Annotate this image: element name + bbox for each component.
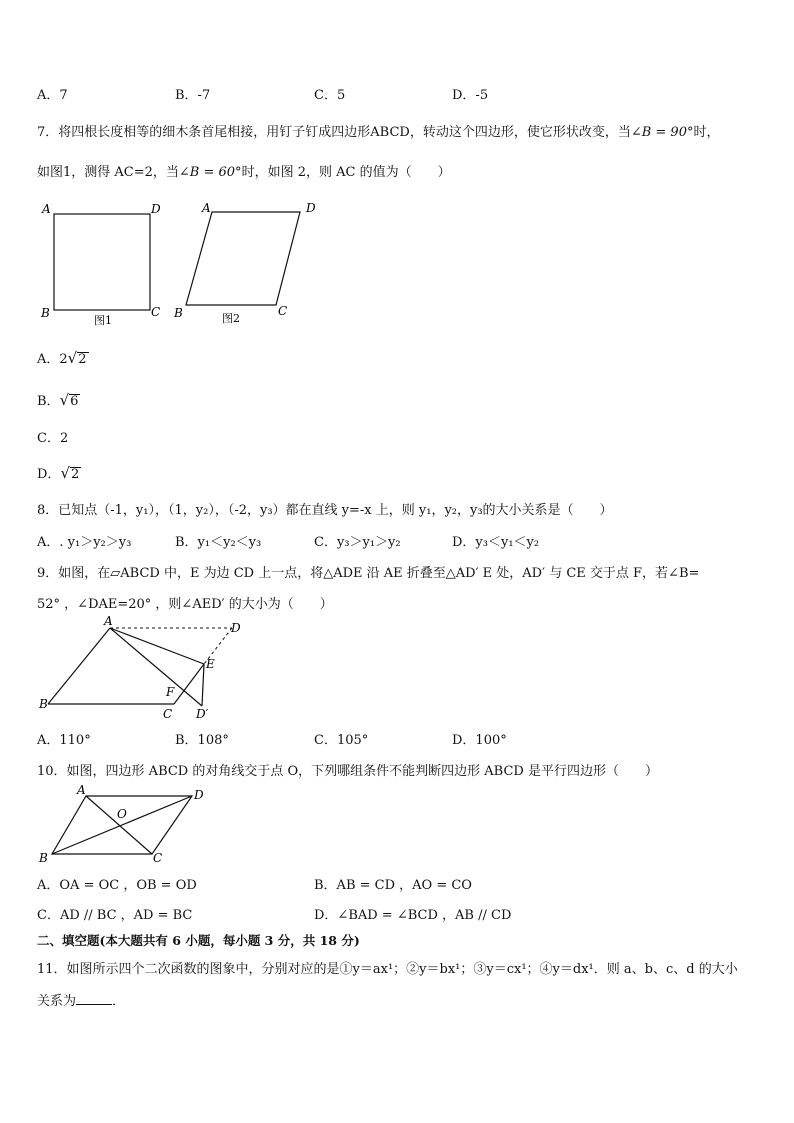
q7-opt-d-radicand: 2 [71,467,80,482]
q8-option-a: A．. y₁＞y₂＞y₃ [37,535,132,550]
q7-line1-angle: ∠B = 90° [630,125,694,140]
q7-option-c: C．2 [37,431,69,446]
q7-option-d [37,463,81,482]
fig1-label-c: C [151,305,161,319]
q7-option-a [37,348,89,367]
q8-option-c: C．y₃＞y₁＞y₂ [314,535,401,550]
q10-figure [36,782,216,866]
q9-label-d-prime: D′ [196,707,209,721]
q7-opt-d-label: D． [37,467,61,482]
radical-icon: √ [67,349,78,367]
q9-option-a: A．110° [37,733,91,748]
q9-option-c: C．105° [314,733,369,748]
q9-label-d: D [231,621,241,635]
q9-stem-line1: 9．如图，在▱ABCD 中，E 为边 CD 上一点，将△ADE 沿 AE 折叠至△AD′ E 处，AD′ 与 CE 交于点 F，若∠B= [37,566,700,581]
q10-label-a: A [77,783,86,797]
q7-line2-post: 时，如图 2，则 AC 的值为（ ） [241,165,451,180]
fig2-rhombus [186,212,300,305]
q6-option-d: D．-5 [452,88,489,103]
fig2-caption: 图2 [222,312,240,325]
q10-label-b: B [39,851,48,865]
q10-option-b: B．AB = CD ，AO = CO [314,878,472,893]
q10-label-o: O [117,807,127,821]
q7-line2-pre: 如图1，测得 AC=2，当 [37,165,179,180]
q9-figure [36,614,266,724]
q7-opt-b-label: B． [37,394,60,409]
q9-label-f: F [166,685,175,699]
radical-icon: √ [60,464,70,482]
q7-line2-angle: ∠B = 60° [178,165,242,180]
q9-label-e: E [206,657,215,671]
q7-figures [36,198,336,333]
q7-line1-pre: 7．将四根长度相等的细木条首尾相接，用钉子钉成四边形ABCD，转动这个四边形，使它形状改变，当 [37,125,631,140]
q7-option-b [37,390,80,409]
q10-option-c: C．AD // BC ，AD = BC [37,908,193,923]
q10-label-d: D [194,788,204,802]
q9-option-d: D．100° [452,733,507,748]
q11-stem-line2 [37,990,125,1009]
fig1-label-d: D [151,202,161,216]
fig2-label-b: B [174,306,183,320]
q9-option-b: B．108° [175,733,229,748]
q9-label-c: C [163,707,173,721]
fig2-label-a: A [202,201,211,215]
q7-stem-line1 [37,121,720,140]
radical-icon: √ [59,391,70,409]
q8-option-d: D．y₃＜y₁＜y₂ [452,535,540,550]
q6-option-a: A．7 [37,88,68,103]
q7-opt-a-label: A． [37,352,60,367]
section-heading: 二、填空题(本大题共有 6 小题，每小题 3 分，共 18 分) [37,933,360,948]
fig1-label-b: B [41,306,50,320]
q10-option-d: D．∠BAD = ∠BCD ，AB // CD [314,908,512,923]
q8-option-b: B．y₁＜y₂＜y₃ [175,535,262,550]
q7-opt-b-radicand: 6 [70,394,79,409]
q6-option-b: B．-7 [175,88,211,103]
q9-stem-line2: 52° ，∠DAE=20° ，则∠AED′ 的大小为（ ） [37,597,333,612]
q10-label-c: C [153,851,163,865]
q6-option-c: C．5 [314,88,346,103]
q9-label-a: A [104,614,113,628]
q9-label-b: B [39,697,48,711]
q10-option-a: A．OA = OC ，OB = OD [37,878,197,893]
q7-opt-a-radicand: 2 [78,352,87,367]
q7-opt-a-coef: 2 [59,352,68,367]
q11-stem-line1: 11．如图所示四个二次函数的图象中，分别对应的是①y＝ax¹；②y＝bx¹；③y＝cx¹；④y＝dx¹．则 a、b、c、d 的大小 [37,962,738,977]
q7-stem-line2 [37,161,451,180]
fig1-label-a: A [42,202,51,216]
fig2-label-d: D [306,201,316,215]
q11-line2-post: ． [112,994,126,1009]
fig1-square [54,214,150,310]
q10-stem: 10．如图，四边形 ABCD 的对角线交于点 O，下列哪组条件不能判断四边形 ABCD 是平行四边形（ ） [37,764,658,779]
q11-line2-pre: 关系为 [37,994,77,1009]
q7-line1-post: 时， [693,125,720,140]
fig1-caption: 图1 [94,314,112,327]
fig2-label-c: C [278,304,288,318]
q8-stem: 8．已知点（-1，y₁），（1，y₂），（-2，y₃）都在直线 y=-x 上，则 y₁，y₂，y₃的大小关系是（ ） [37,503,613,518]
answer-blank[interactable] [76,992,112,1005]
